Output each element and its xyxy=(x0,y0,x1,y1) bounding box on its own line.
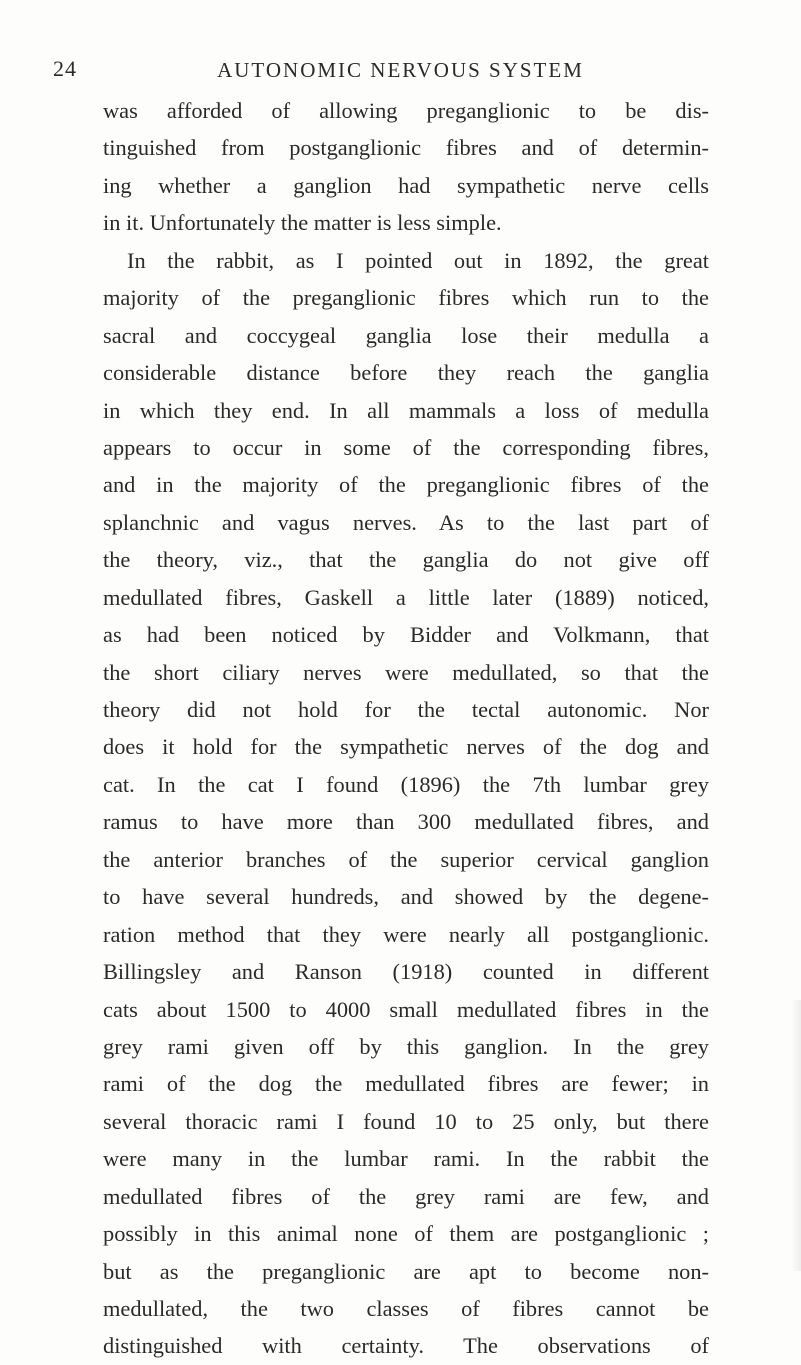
text-line: the theory, viz., that the ganglia do not give off xyxy=(103,547,709,573)
text-line: to have several hundreds, and showed by the degene- xyxy=(103,884,709,910)
page-number: 24 xyxy=(53,56,77,81)
text-line: cat. In the cat I found (1896) the 7th lumbar grey xyxy=(103,771,709,797)
text-line: splanchnic and vagus nerves. As to the last part of xyxy=(103,509,709,535)
text-line: tinguished from postganglionic fibres and of determin- xyxy=(103,135,709,161)
text-line: medullated fibres, Gaskell a little later (1889) noticed, xyxy=(103,584,709,610)
text-line: cats about 1500 to 4000 small medullated fibres in the xyxy=(103,996,709,1022)
text-line: the anterior branches of the superior cervical ganglion xyxy=(103,846,709,872)
text-line: possibly in this animal none of them are postganglionic ; xyxy=(103,1221,709,1247)
text-line: were many in the lumbar rami. In the rabbit the xyxy=(103,1146,709,1172)
text-line: appears to occur in some of the corresponding fibres, xyxy=(103,434,709,460)
page-edge-shadow xyxy=(791,1000,801,1271)
text-line: medullated, the two classes of fibres cannot be xyxy=(103,1296,709,1321)
running-head: AUTONOMIC NERVOUS SYSTEM xyxy=(217,58,584,82)
text-line: in it. Unfortunately the matter is less simple. xyxy=(103,210,502,236)
text-line: ration method that they were nearly all postganglionic. xyxy=(103,921,709,947)
text-line: ramus to have more than 300 medullated fibres, and xyxy=(103,809,709,835)
text-line: but as the preganglionic are apt to become non- xyxy=(103,1258,709,1284)
text-line: sacral and coccygeal ganglia lose their medulla a xyxy=(103,322,709,348)
text-line: as had been noticed by Bidder and Volkmann, that xyxy=(103,622,709,648)
text-line: and in the majority of the preganglionic fibres of the xyxy=(103,472,709,498)
text-line: was afforded of allowing preganglionic to be dis- xyxy=(103,98,709,123)
paragraph-first-line: In the rabbit, as I pointed out in 1892, the great xyxy=(127,247,709,273)
text-line: grey rami given off by this ganglion. In the grey xyxy=(103,1033,709,1059)
text-line: majority of the preganglionic fibres which run to the xyxy=(103,285,709,311)
text-line: medullated fibres of the grey rami are few, and xyxy=(103,1183,709,1209)
text-line: considerable distance before they reach the ganglia xyxy=(103,360,709,386)
text-line: distinguished with certainty. The observations of xyxy=(103,1333,709,1359)
text-line: does it hold for the sympathetic nerves of the dog and xyxy=(103,734,709,760)
text-line: ing whether a ganglion had sympathetic nerve cells xyxy=(103,172,709,198)
text-line: the short ciliary nerves were medullated, so that the xyxy=(103,659,709,685)
text-line: rami of the dog the medullated fibres are fewer; in xyxy=(103,1071,709,1097)
text-line: theory did not hold for the tectal autonomic. Nor xyxy=(103,697,709,722)
text-line: Billingsley and Ranson (1918) counted in different xyxy=(103,959,709,985)
body-text xyxy=(103,92,709,1365)
text-line: in which they end. In all mammals a loss of medulla xyxy=(103,397,709,423)
text-line: several thoracic rami I found 10 to 25 only, but there xyxy=(103,1108,709,1134)
